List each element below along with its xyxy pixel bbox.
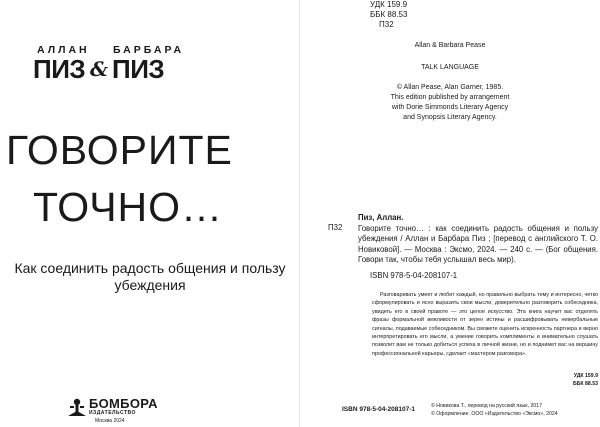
- udc-code-bottom: УДК 159.9: [573, 373, 598, 379]
- original-copyright-line: This edition published by arrangement: [390, 94, 510, 101]
- original-copyright-block: [300, 83, 600, 123]
- book-title-line-2: ТОЧНО…: [33, 184, 224, 230]
- author-mark: П32: [379, 20, 394, 29]
- card-isbn: ISBN 978-5-04-208107-1: [370, 270, 458, 280]
- right-page: [300, 0, 600, 427]
- original-copyright-line: © Allan Pease, Alan Garner, 1985.: [396, 84, 504, 91]
- annotation: Разговаривать умеет и любит каждый, но правильно выбрать тему и интересно, четко сформулировать и ясно выразить свои мысли, доверительно разговорить собеседника, увидеть его в своей правоте — это целое искусство. Эта книга научит вас отделять фразы формальной вежливости от зерен истины и расшифровывать невербальные сигналы, подаваемые собеседником. Вы сможете оценить искренность партнера и верно интерпретировать его мысли, а умение говорить комплименты и внимательно слушать позволит вам не только добиться успеха в личной жизни, но и поднимет вас на вершину профессиональной карьеры, сделает «мастером разговора».: [372, 292, 598, 357]
- city-year: Москва 2024: [95, 418, 125, 424]
- original-title: TALK LANGUAGE: [421, 64, 479, 71]
- udc-code: УДК 159.9: [370, 0, 408, 9]
- copyright-bottom: [431, 402, 558, 418]
- publisher-name: БОМБОРА: [89, 396, 158, 411]
- author-first-name-2: БАРБАРА: [113, 44, 185, 56]
- original-copyright-line: and Synopsis Literary Agency.: [403, 114, 497, 121]
- classification-bottom: [573, 372, 598, 388]
- design-copyright: © Оформление. ООО «Издательство «Эксмо», 2024: [431, 411, 558, 417]
- bbc-code: ББК 88.53: [370, 10, 408, 19]
- bombora-logo-icon: [66, 396, 88, 418]
- card-author: Пиз, Аллан.: [358, 213, 404, 222]
- original-copyright-line: with Dorie Simmonds Literary Agency: [391, 104, 509, 111]
- author-first-name-1: АЛЛАН: [37, 44, 90, 56]
- translation-copyright: © Новикова Т., перевод на русский язык, 2017: [431, 403, 542, 409]
- catalog-card: [330, 213, 598, 281]
- original-authors: Allan & Barbara Pease: [414, 42, 486, 49]
- book-subtitle: Как соединить радость общения и пользу убеждения: [14, 260, 286, 293]
- book-title-line-1: ГОВОРИТЕ: [6, 127, 233, 173]
- left-page: [0, 0, 299, 427]
- publisher-imprint: ИЗДАТЕЛЬСТВО: [89, 410, 136, 416]
- ampersand: &: [90, 57, 109, 81]
- isbn-bottom: ISBN 978-5-04-208107-1: [342, 406, 415, 413]
- author-last-name-1: ПИЗ: [33, 54, 86, 84]
- card-code: П32: [328, 223, 343, 232]
- bbc-code-bottom: ББК 88.53: [572, 381, 598, 387]
- author-last-name-2: ПИЗ: [112, 54, 165, 84]
- classification-top: [370, 0, 407, 30]
- card-description: Говорите точно… : как соединить радость общения и пользу убеждения / Аллан и Барбара Пиз ; [перевод с английского Т. О. Новиковой]. — Москва : Эксмо, 2024. — 240 с. — (Бог общения. Говори так, чтобы тебя услышал весь мир).: [358, 223, 598, 264]
